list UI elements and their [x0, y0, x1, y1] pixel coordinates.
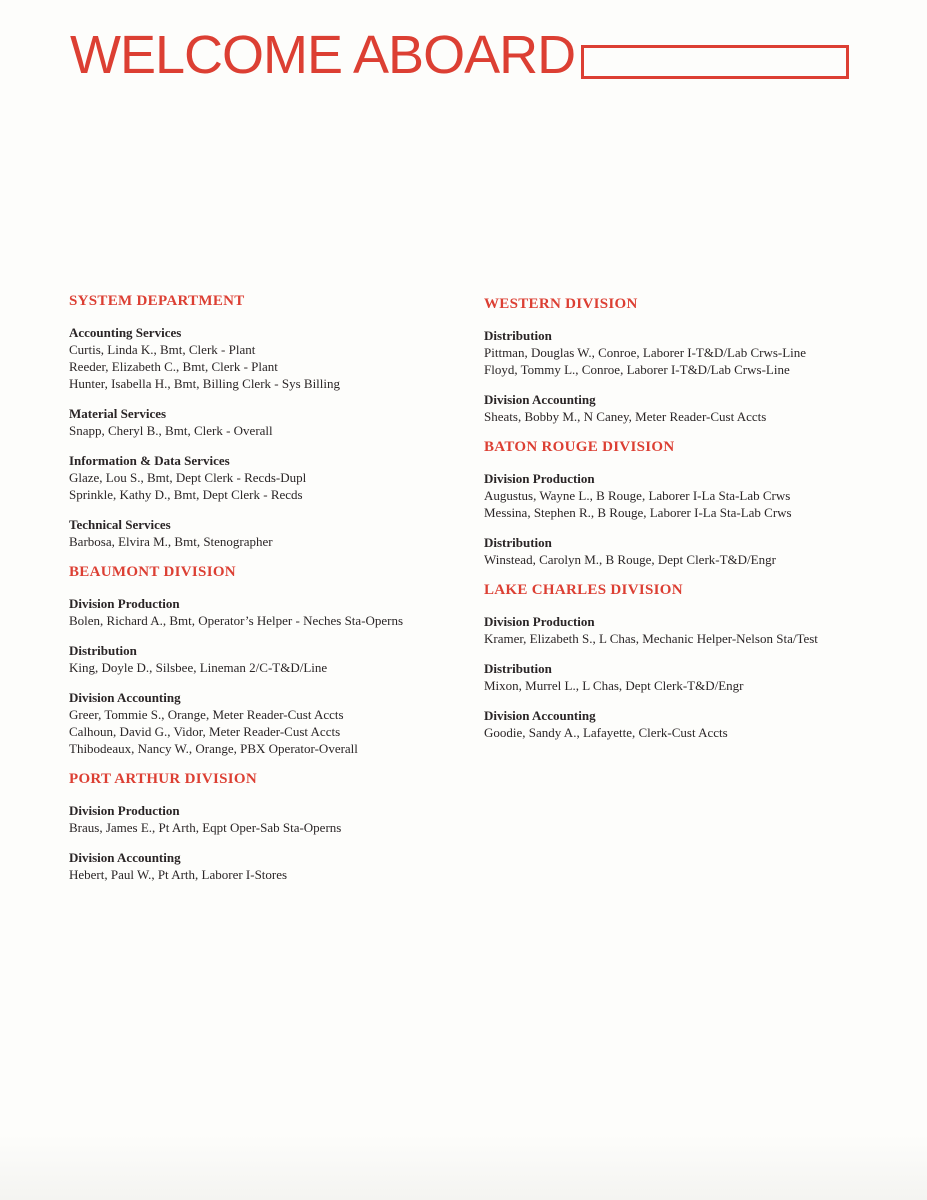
division-heading: WESTERN DIVISION: [484, 296, 638, 312]
page-bottom-shade: [0, 1135, 927, 1200]
group-heading: Information & Data Services: [69, 453, 230, 468]
employee-entry: Kramer, Elizabeth S., L Chas, Mechanic Helper-Nelson Sta/Test: [484, 631, 818, 646]
group-heading: Technical Services: [69, 517, 171, 532]
employee-entry: Goodie, Sandy A., Lafayette, Clerk-Cust Accts: [484, 725, 728, 740]
employee-entry: Pittman, Douglas W., Conroe, Laborer I-T&D/Lab Crws-Line: [484, 345, 807, 360]
employee-entry: Calhoun, David G., Vidor, Meter Reader-Cust Accts: [69, 724, 341, 739]
group-heading: Distribution: [484, 661, 552, 676]
employee-entry: Hebert, Paul W., Pt Arth, Laborer I-Stores: [69, 867, 288, 882]
division-system-department: [66, 292, 486, 550]
group-division-production: [69, 802, 486, 836]
group-heading: Division Production: [69, 803, 180, 818]
group-distribution: [484, 660, 901, 694]
group-heading: Distribution: [484, 328, 552, 343]
group-heading: Distribution: [69, 643, 137, 658]
division-port-arthur-division: [66, 770, 486, 883]
group-heading: Division Accounting: [69, 690, 181, 705]
employee-entry: Snapp, Cheryl B., Bmt, Clerk - Overall: [69, 423, 273, 438]
left-column: [66, 292, 486, 896]
title-outline-box: [581, 45, 849, 79]
employee-entry: Thibodeaux, Nancy W., Orange, PBX Operator-Overall: [69, 741, 358, 756]
group-heading: Division Production: [484, 614, 595, 629]
employee-entry: Sheats, Bobby M., N Caney, Meter Reader-Cust Accts: [484, 409, 767, 424]
division-heading: BEAUMONT DIVISION: [69, 564, 236, 580]
group-heading: Material Services: [69, 406, 167, 421]
division-heading: LAKE CHARLES DIVISION: [484, 582, 683, 598]
employee-entry: Curtis, Linda K., Bmt, Clerk - Plant: [69, 342, 256, 357]
group-division-accounting: [484, 391, 901, 425]
employee-entry: Messina, Stephen R., B Rouge, Laborer I-La Sta-Lab Crws: [484, 505, 792, 520]
group-technical-services: [69, 516, 486, 550]
employee-entry: Floyd, Tommy L., Conroe, Laborer I-T&D/Lab Crws-Line: [484, 362, 790, 377]
employee-entry: Hunter, Isabella H., Bmt, Billing Clerk - Sys Billing: [69, 376, 341, 391]
employee-entry: Braus, James E., Pt Arth, Eqpt Oper-Sab Sta-Operns: [69, 820, 342, 835]
group-heading: Division Production: [69, 596, 180, 611]
page-header: [70, 26, 849, 84]
group-heading: Division Production: [484, 471, 595, 486]
right-column: [481, 295, 901, 754]
group-heading: Division Accounting: [484, 708, 596, 723]
group-material-services: [69, 405, 486, 439]
employee-entry: Winstead, Carolyn M., B Rouge, Dept Clerk-T&D/Engr: [484, 552, 776, 567]
employee-entry: Greer, Tommie S., Orange, Meter Reader-Cust Accts: [69, 707, 344, 722]
page-title: WELCOME ABOARD: [70, 25, 576, 85]
division-beaumont-division: [66, 563, 486, 757]
group-distribution: [484, 327, 901, 378]
group-accounting-services: [69, 324, 486, 392]
group-heading: Distribution: [484, 535, 552, 550]
employee-entry: Reeder, Elizabeth C., Bmt, Clerk - Plant: [69, 359, 278, 374]
division-heading: SYSTEM DEPARTMENT: [69, 293, 245, 309]
employee-entry: Bolen, Richard A., Bmt, Operator’s Helper - Neches Sta-Operns: [69, 613, 404, 628]
division-baton-rouge-division: [481, 438, 901, 568]
group-heading: Accounting Services: [69, 325, 182, 340]
employee-entry: Glaze, Lou S., Bmt, Dept Clerk - Recds-Dupl: [69, 470, 307, 485]
group-division-production: [484, 613, 901, 647]
employee-entry: King, Doyle D., Silsbee, Lineman 2/C-T&D/Line: [69, 660, 328, 675]
division-heading: BATON ROUGE DIVISION: [484, 439, 675, 455]
group-heading: Division Accounting: [484, 392, 596, 407]
group-heading: Division Accounting: [69, 850, 181, 865]
employee-entry: Augustus, Wayne L., B Rouge, Laborer I-La Sta-Lab Crws: [484, 488, 791, 503]
division-heading: PORT ARTHUR DIVISION: [69, 771, 258, 787]
group-division-accounting: [69, 849, 486, 883]
group-information-and-data-services: [69, 452, 486, 503]
group-distribution: [484, 534, 901, 568]
group-division-production: [484, 470, 901, 521]
group-division-production: [69, 595, 486, 629]
division-lake-charles-division: [481, 581, 901, 741]
employee-entry: Sprinkle, Kathy D., Bmt, Dept Clerk - Recds: [69, 487, 303, 502]
division-western-division: [481, 295, 901, 425]
employee-entry: Barbosa, Elvira M., Bmt, Stenographer: [69, 534, 273, 549]
group-division-accounting: [69, 689, 486, 757]
group-division-accounting: [484, 707, 901, 741]
employee-entry: Mixon, Murrel L., L Chas, Dept Clerk-T&D/Engr: [484, 678, 744, 693]
group-distribution: [69, 642, 486, 676]
